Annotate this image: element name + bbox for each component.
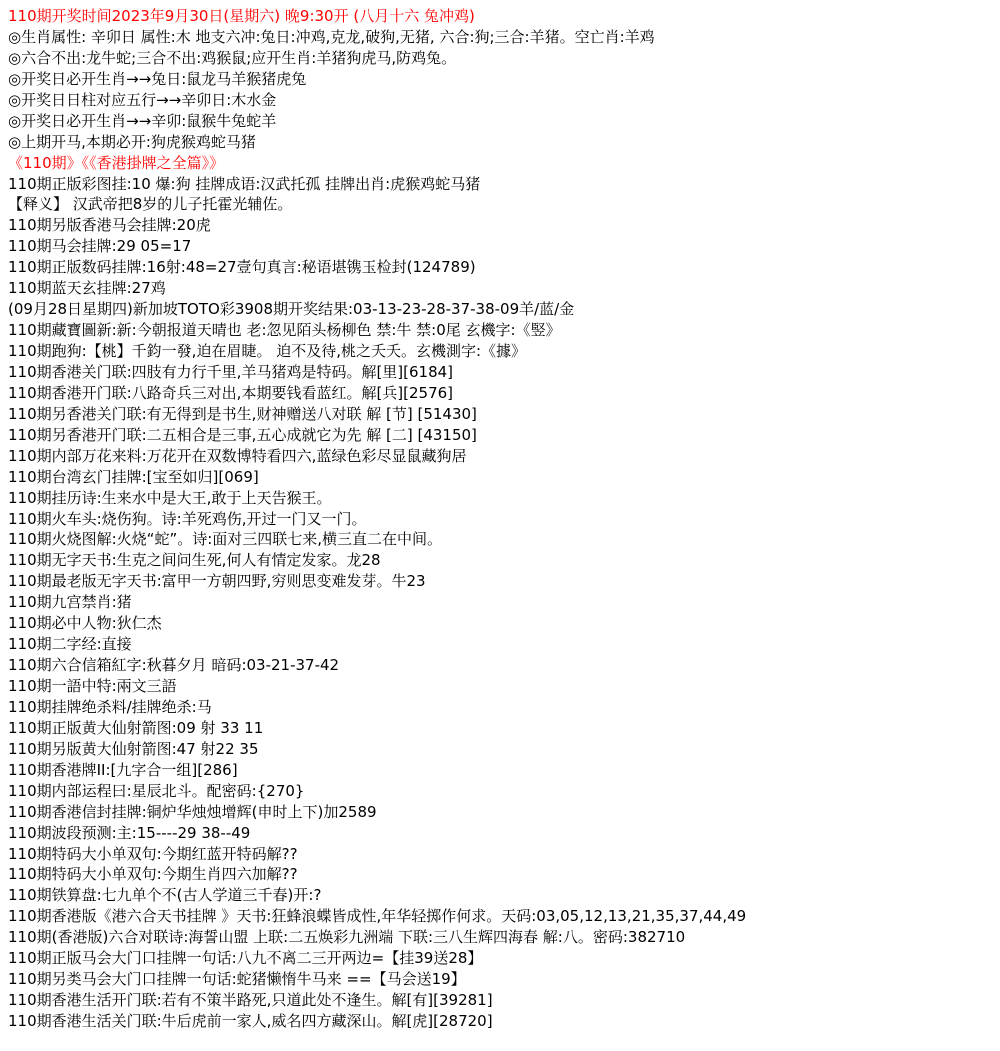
text-line: 110期二字经:直接 [8, 635, 132, 654]
text-line: 110期特码大小单双句:今期生肖四六加解?? [8, 865, 298, 884]
text-line: 110期另版黄大仙射箭图:47 射22 35 [8, 739, 259, 758]
zodiac-attribute-line: ◎生肖属性: 辛卯日 属性:木 地支六冲:兔日:冲鸡,克龙,破狗,无猪, 六合:狗;三合:羊猪。空亡肖:羊鸡 [8, 27, 655, 46]
text-line: 110期蓝天玄挂牌:27鸡 [8, 279, 166, 298]
rabbit-day-zodiac-line: ◎开奖日必开生肖→→兔日:鼠龙马羊猴猪虎兔 [8, 69, 307, 88]
text-line: 110期铁算盘:七九单个不(古人学道三千春)开:? [8, 886, 322, 905]
text-line: 110期挂牌绝杀料/挂牌绝杀:马 [8, 697, 212, 716]
text-line: 110期正版黄大仙射箭图:09 射 33 11 [8, 718, 264, 737]
previous-draw-line: ◎上期开马,本期必开:狗虎猴鸡蛇马猪 [8, 132, 256, 151]
text-line: 110期香港关门联:四肢有力行千里,羊马猪鸡是特码。解[里][6184] [8, 362, 454, 381]
text-line: 110期九宫禁肖:猪 [8, 593, 132, 612]
text-line: 110期香港牌II:[九字合一组][286] [8, 760, 238, 779]
text-line: 110期正版马会大门口挂牌一句话:八九不离二三开两边=【挂39送28】 [8, 949, 483, 968]
text-line: 110期最老版无字天书:富甲一方朝四野,穷则思变难发芽。牛23 [8, 572, 426, 591]
text-line: 110期台湾玄门挂牌:[宝至如归][069] [8, 467, 259, 486]
text-line: 110期跑狗:【桃】千鈞一發,迫在眉睫。 迫不及待,桃之夭夭。玄機測字:《據》 [8, 342, 527, 360]
text-line: 110期特码大小单双句:今期红蓝开特码解?? [8, 844, 298, 863]
text-line: 110期(香港版)六合对联诗:海誓山盟 上联:二五焕彩九洲端 下联:三八生辉四海春 解:八。密码:382710 [8, 928, 686, 947]
liuhe-exclusion-line: ◎六合不出:龙牛蛇;三合不出:鸡猴鼠;应开生肖:羊猪狗虎马,防鸡兔。 [8, 48, 457, 67]
text-line: 110期香港生活开门联:若有不策半路死,只道此处不逢生。解[有][39281] [8, 991, 493, 1010]
text-line: 110期另香港开门联:二五相合是三事,五心成就它为先 解 [二] [43150] [8, 425, 477, 444]
text-line: 110期另类马会大门口挂牌一句话:蛇猪懒惰牛马来 ==【马会送19】 [8, 970, 466, 989]
text-line: 110期另版香港马会挂牌:20虎 [8, 216, 211, 235]
text-line: (09月28日星期四)新加坡TOTO彩3908期开奖结果:03-13-23-28-37-38-09羊/蓝/金 [8, 300, 575, 319]
text-line: 110期马会挂牌:29 05=17 [8, 237, 192, 256]
section-title: 《110期》《《香港掛牌之全篇》》 [8, 153, 225, 172]
text-line: 110期内部运程曰:星辰北斗。配密码:{270} [8, 781, 305, 800]
text-line: 110期香港信封挂牌:铜炉华烛烛增辉(申时上下)加2589 [8, 802, 377, 821]
text-line: 110期内部万花来料:万花开在双数博特看四六,蓝绿色彩尽显鼠藏狗居 [8, 446, 467, 465]
text-line: 110期另香港关门联:有无得到是书生,财神赠送八对联 解 [节] [51430] [8, 404, 477, 423]
lottery-document [8, 6, 998, 1032]
text-line: 110期火车头:烧伤狗。诗:羊死鸡伤,开过一门又一门。 [8, 509, 367, 528]
draw-time-header: 110期开奖时间2023年9月30日(星期六) 晚9:30开 (八月十六 兔冲鸡) [8, 7, 475, 25]
text-line: 110期香港开门联:八路奇兵三对出,本期要钱看蓝红。解[兵][2576] [8, 383, 454, 402]
text-line: 110期波段预测:主:15----29 38--49 [8, 823, 251, 842]
text-line: 110期无字天书:生克之间问生死,何人有情定发家。龙28 [8, 551, 381, 570]
text-line: 110期六合信箱紅字:秋暮夕月 暗码:03-21-37-42 [8, 656, 340, 675]
text-line: 110期藏寶圖新:新:今朝报道天晴也 老:忽见陌头杨柳色 禁:牛 禁:0尾 玄機字:《竪》 [8, 321, 561, 340]
xinmao-zodiac-line: ◎开奖日必开生肖→→辛卯:鼠猴牛兔蛇羊 [8, 111, 277, 130]
text-line: 110期香港版《港六合天书挂牌 》天书:狂蜂浪蝶皆成性,年华轻掷作何求。天码:03,05,12,13,21,35,37,44,49 [8, 907, 747, 926]
text-line: 【释义】 汉武帝把8岁的儿子托霍光辅佐。 [8, 195, 293, 214]
five-elements-line: ◎开奖日日柱对应五行→→辛卯日:木水金 [8, 90, 277, 109]
text-line: 110期香港生活关门联:牛后虎前一家人,威名四方藏深山。解[虎][28720] [8, 1012, 493, 1030]
text-line: 110期正版数码挂牌:16射:48=27壹句真言:秘语堪镌玉检封(124789) [8, 258, 476, 277]
text-line: 110期必中人物:狄仁杰 [8, 614, 162, 633]
text-line: 110期正版彩图挂:10 爆:狗 挂牌成语:汉武托孤 挂牌出肖:虎猴鸡蛇马猪 [8, 174, 481, 193]
text-line: 110期挂历诗:生来水中是大王,敢于上天告猴王。 [8, 488, 332, 507]
text-line: 110期一語中特:兩文三語 [8, 677, 177, 695]
text-line: 110期火烧图解:火烧“蛇”。诗:面对三四联七来,横三直二在中间。 [8, 530, 443, 549]
